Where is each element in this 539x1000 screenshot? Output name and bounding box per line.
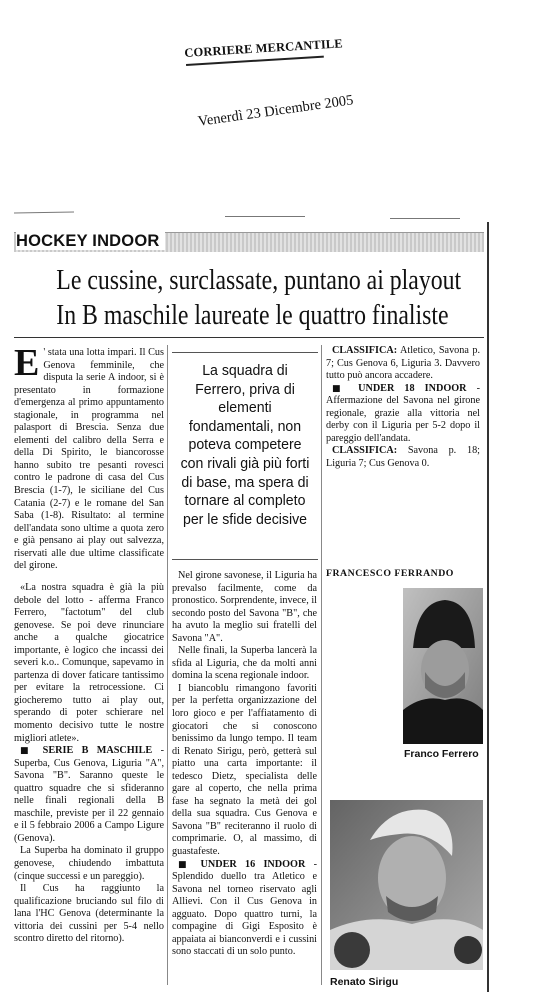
column-divider-1 bbox=[167, 345, 168, 985]
under-18-label: UNDER 18 INDOOR bbox=[358, 382, 467, 394]
scan-line-right bbox=[390, 218, 460, 219]
under-18-text: - Affermazione del Savona nel girone regionale, grazie alla vittoria nel derby con il Liguria per 5-2 dopo il pareggio dell'andata. bbox=[326, 382, 481, 444]
under-16-text: - Splendido duello tra Atletico e Savona nel torneo riservato agli Allievi. Con il Cus Genova in agguato. Dopo quattro turni, la compagine di Gigi Esposito è appaiata ai bianconverdi e i cussini sono staccati di un solo punto. bbox=[172, 858, 317, 958]
serie-b-text: - Superba, Cus Genova, Liguria "A", Savona "B". Saranno queste le quattro squadre che si sfideranno nelle finali regionali della B maschile, previste per il 22 gennaio e il 5 febbraio 2006 a Campo Ligure (Genova). bbox=[14, 745, 164, 844]
column-divider-2 bbox=[321, 345, 322, 985]
headline-rule bbox=[14, 337, 484, 338]
serie-b-label: SERIE B MASCHILE bbox=[42, 745, 153, 757]
scan-line-left bbox=[14, 211, 74, 213]
pull-quote-text: La squadra di Ferrero, priva di elementi fondamentali, non poteva competere con rivali già più forti di base, ma spera di tornare al completo per le sfide decisive bbox=[180, 362, 310, 528]
paragraph-classifica-2 bbox=[326, 445, 480, 470]
headline-line-1: Le cussine, surclassate, puntano ai playout bbox=[56, 264, 462, 296]
photo-franco-ferrero bbox=[403, 588, 483, 744]
paragraph-serie-b bbox=[14, 745, 164, 845]
right-border-rule bbox=[487, 222, 489, 992]
classifica-label-1: CLASSIFICA: bbox=[332, 345, 398, 356]
intro-text: ' stata una lotta impari. Il Cus Genova femminile, che disputa la serie A indoor, si è presentato in formazione d'emergenza al primo appuntamento stagionale, in programma nel palasport di Brescia. Senza due elementi del calibro della Serra e della Di Spirito, le biancorosse hanno subito tre pesanti rovesci contro le padrone di casa del Cus Brescia (1-7), le siciliane del Cus Catania (2-7) e le romane del San Saba (1-8). Risultato: al termine dell'andata sono ultime a quota zero e già pensano ai play out salvezza, riservati alle due ultime classificate del girone. bbox=[14, 347, 164, 572]
bullet-square-icon: ■ bbox=[332, 383, 349, 394]
paragraph-finali: Nelle finali, la Superba lancerà la sfida al Liguria, che da molti anni domina la scena regionale indoor. bbox=[172, 645, 317, 682]
bullet-square-icon: ■ bbox=[20, 746, 35, 757]
scan-line-center bbox=[225, 216, 305, 217]
section-label: HOCKEY INDOOR bbox=[16, 231, 165, 250]
paragraph-quote: «La nostra squadra è già la più debole del lotto - afferma Franco Ferrero, "factotum" del club genovese. Se poi deve rinunciare anche a qualche giocatrice importante, è logico che incassi dei severi k.o.. Comunque, sapevamo in partenza di dover faticare tantissimo per evitare la retrocessione. Ci giocheremo tutto ai play out, sperando di poter schierare nel momento decisivo tutte le nostre migliori atlete». bbox=[14, 582, 164, 744]
author-byline: FRANCESCO FERRANDO bbox=[326, 568, 454, 579]
paragraph-under-16 bbox=[172, 859, 317, 959]
paragraph-biancoblu: I biancoblu rimangono favoriti per la perfetta organizzazione del loro gioco e per l'affiatamento di giocatori che si conoscono benissimo da lungo tempo. Il team di Renato Sirigu, però, getterà sul piatto una carta importante: il tedesco Dietz, specialista delle gare al coperto, che nella prima fase ha segnato la metà dei gol della sua squadra. Cus Genova e Savona "B" reciteranno il ruolo di comprimarie. O, al massimo, di guastafeste. bbox=[172, 682, 317, 858]
photo-caption-1: Franco Ferrero bbox=[404, 748, 479, 760]
paragraph-cus: Il Cus ha raggiunto la qualificazione bruciando sul filo di lana l'HC Genova (determinante la vittoria dei cussini per 5-4 nello scontro diretto del ritorno). bbox=[14, 883, 164, 945]
paragraph-intro bbox=[14, 342, 164, 573]
classifica-label-2: CLASSIFICA: bbox=[332, 445, 398, 457]
classifica-1-text: Atletico, Savona p. 7; Cus Genova 6, Liguria 3. Davvero tutto può ancora accadere. bbox=[326, 345, 480, 382]
article-column-3 bbox=[326, 345, 480, 470]
paragraph-under-18 bbox=[326, 383, 480, 446]
headline-line-2: In B maschile laureate le quattro finaliste bbox=[56, 299, 449, 331]
article-column-2 bbox=[172, 570, 317, 959]
pull-quote-box bbox=[172, 352, 318, 560]
paragraph-classifica-1 bbox=[326, 345, 480, 383]
photo-renato-sirigu bbox=[330, 800, 483, 970]
portrait-silhouette-2 bbox=[330, 800, 483, 970]
publication-date: Venerdì 23 Dicembre 2005 bbox=[197, 92, 355, 130]
newspaper-name: CORRIERE MERCANTILE bbox=[184, 36, 344, 60]
article-column-1 bbox=[14, 342, 164, 573]
bullet-square-icon: ■ bbox=[178, 859, 193, 870]
classifica-2-text: Savona p. 18; Liguria 7; Cus Genova 0. bbox=[326, 445, 480, 469]
drop-cap: E bbox=[14, 342, 40, 384]
portrait-silhouette-1 bbox=[403, 588, 483, 744]
paragraph-girone-savonese: Nel girone savonese, il Liguria ha prevalso facilmente, come da pronostico. Sorprendente, invece, il secondo posto del Savona "B", che ha avuto la meglio sui fratelli del Savona "A". bbox=[172, 570, 317, 644]
photo-caption-2: Renato Sirigu bbox=[330, 976, 399, 988]
paragraph-superba: La Superba ha dominato il gruppo genovese, chiudendo imbattuta (cinque successi e un pareggio). bbox=[14, 845, 164, 882]
under-16-label: UNDER 16 INDOOR bbox=[200, 858, 306, 870]
article-column-1-continued bbox=[14, 582, 164, 946]
